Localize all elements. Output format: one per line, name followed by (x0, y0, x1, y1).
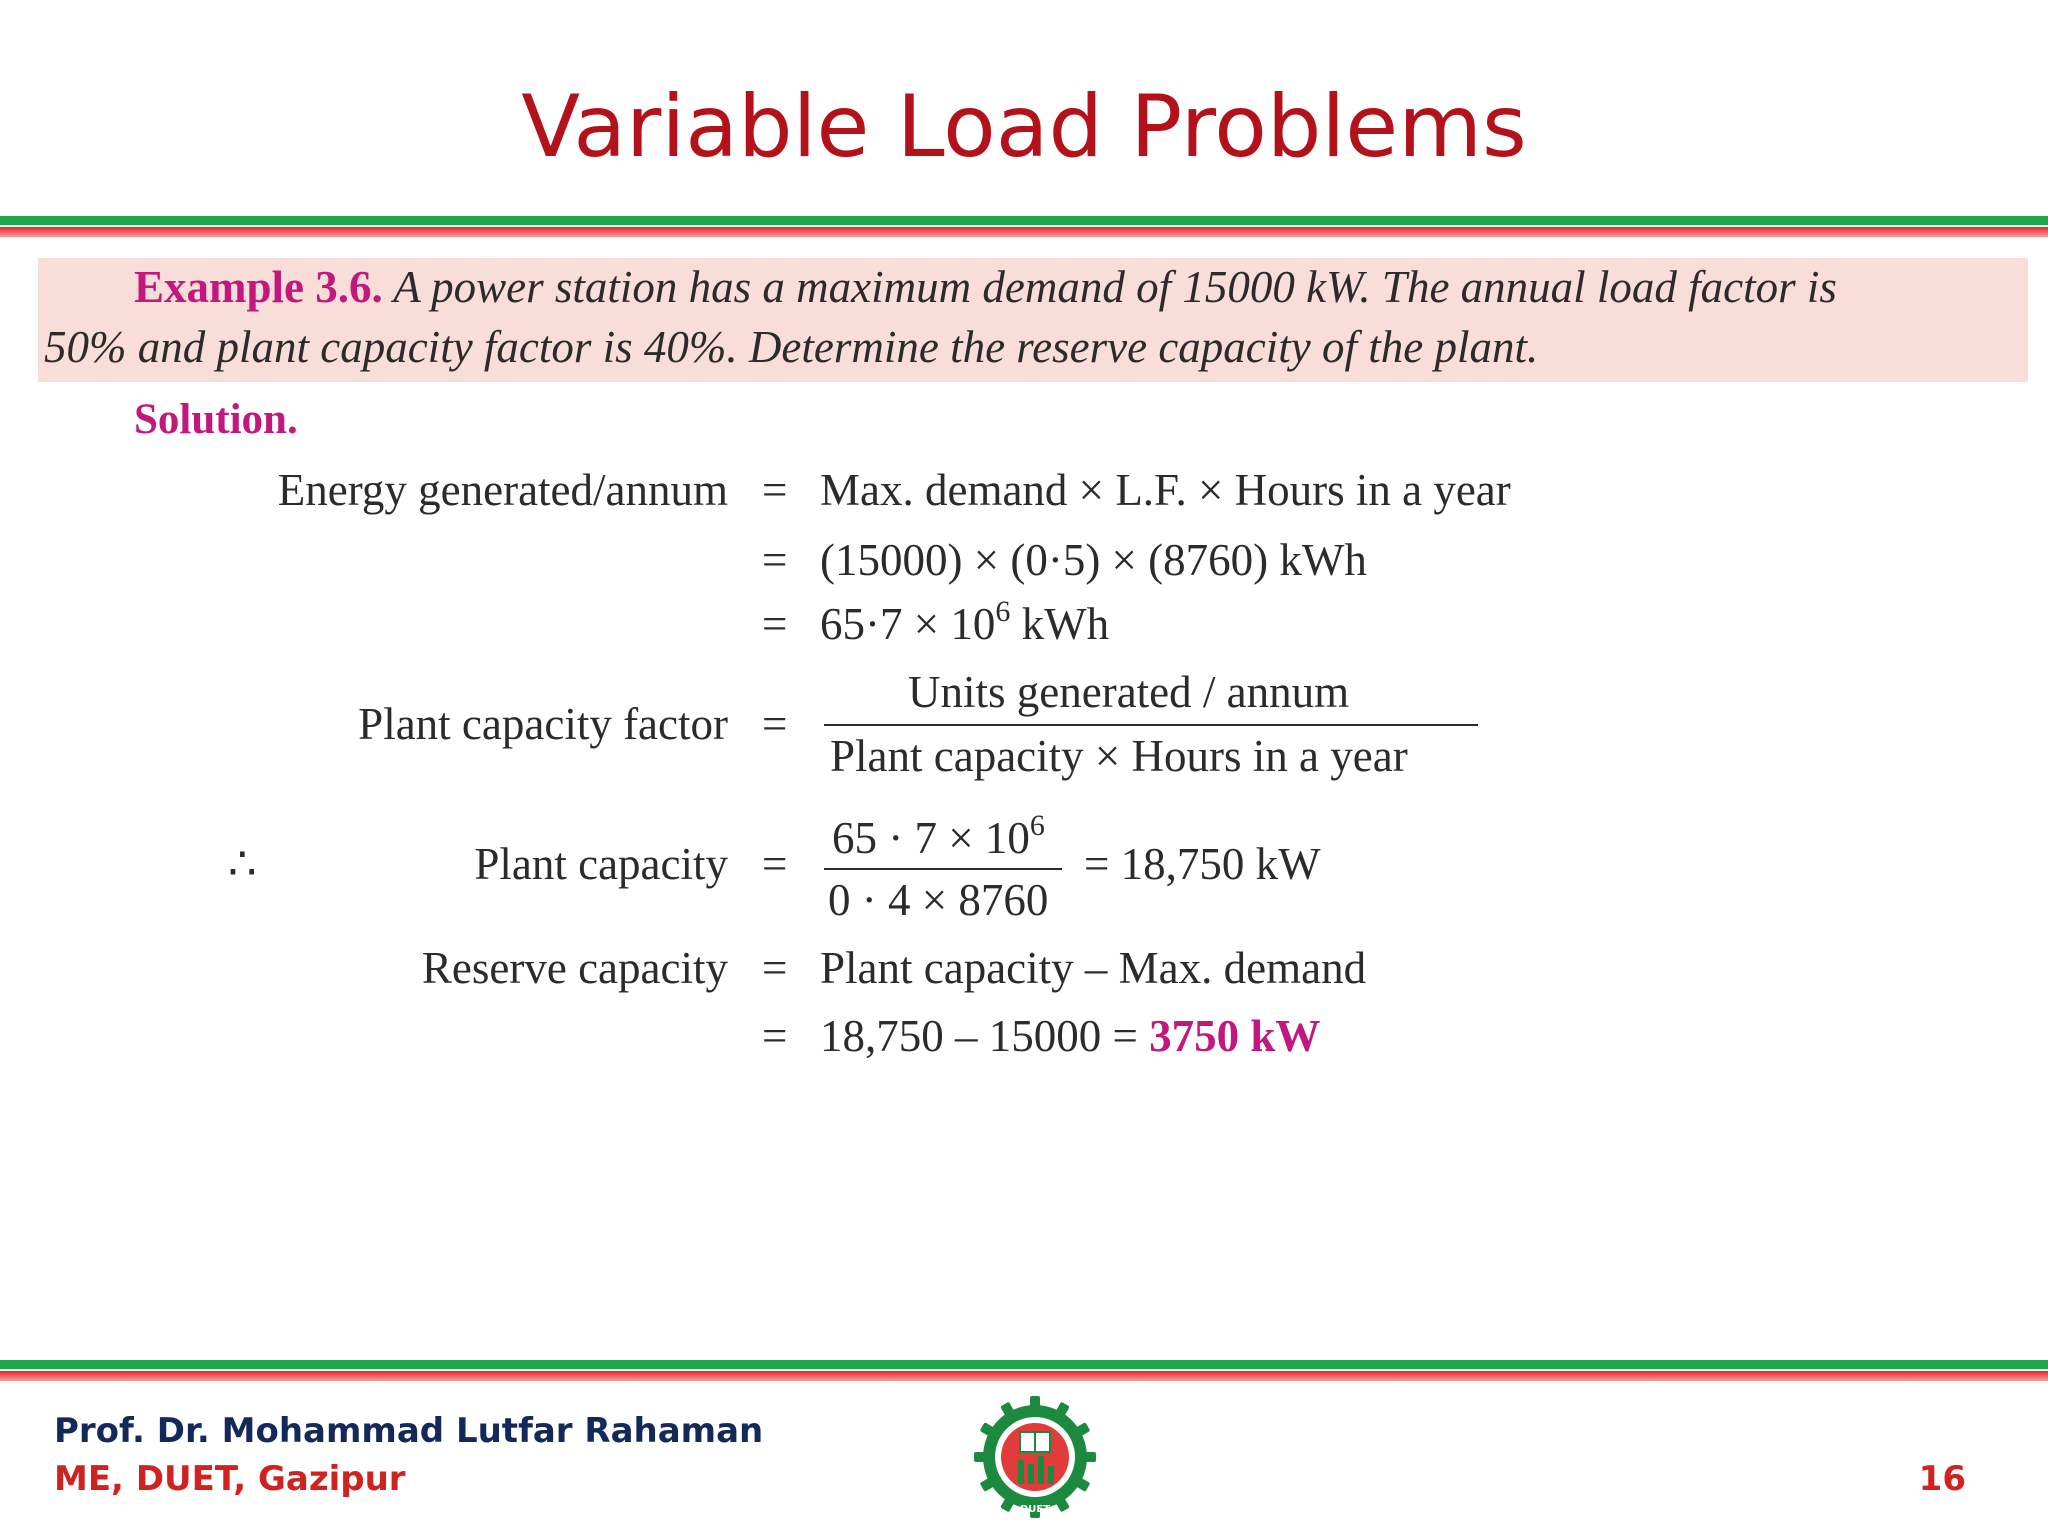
rc-rhs-2-text: 18,750 – 15000 = (820, 1011, 1150, 1061)
energy-rhs-3-unit: kWh (1010, 599, 1110, 649)
rc-lhs: Reserve capacity (421, 943, 728, 993)
footer-author: Prof. Dr. Mohammad Lutfar Rahaman (54, 1411, 764, 1451)
energy-rhs-3 (820, 596, 1109, 658)
energy-rhs-3-exponent: 6 (995, 595, 1011, 628)
energy-lhs: Energy generated/annum (277, 465, 728, 515)
pcf-numerator: Units generated / annum (908, 667, 1350, 717)
pc-result: = 18,750 kW (1084, 839, 1321, 889)
equals-sign: = (762, 699, 788, 749)
energy-rhs-1: Max. demand × L.F. × Hours in a year (820, 465, 1511, 515)
pc-denominator: 0 · 4 × 8760 (828, 875, 1049, 925)
rc-answer: 3750 kW (1149, 1011, 1321, 1061)
pc-fraction-bar (824, 868, 1062, 870)
bottom-green-rule (0, 1360, 2048, 1369)
pc-numerator-base: 65 · 7 × 10 (832, 813, 1030, 863)
example-label: Example 3.6. (134, 262, 383, 312)
slide-title: Variable Load Problems (521, 77, 1527, 177)
example-line-2: 50% and plant capacity factor is 40%. Determine the reserve capacity of the plant. (44, 322, 1539, 372)
pcf-denominator: Plant capacity × Hours in a year (830, 731, 1408, 781)
logo-text: DUET (1019, 1504, 1051, 1515)
top-red-rule (0, 227, 2048, 237)
duet-logo-icon (972, 1394, 1098, 1520)
book-icon (1020, 1432, 1050, 1452)
gear-ring (974, 1396, 1096, 1518)
equals-sign: = (762, 599, 788, 649)
footer-department: ME, DUET, Gazipur (54, 1459, 406, 1499)
equals-sign: = (762, 1011, 788, 1061)
rc-rhs-1: Plant capacity – Max. demand (820, 943, 1367, 993)
top-green-rule (0, 216, 2048, 225)
equals-sign: = (762, 943, 788, 993)
pc-numerator (832, 810, 1045, 872)
rc-rhs-2 (820, 1008, 1320, 1064)
example-line-1 (134, 258, 1837, 316)
equals-sign: = (762, 535, 788, 585)
pcf-fraction-bar (824, 724, 1478, 726)
energy-rhs-3-base: 65·7 × 10 (820, 599, 996, 649)
pc-numerator-exponent: 6 (1029, 809, 1045, 842)
energy-rhs-2: (15000) × (0·5) × (8760) kWh (820, 535, 1367, 585)
solution-heading: Solution. (134, 396, 298, 443)
therefore-symbol: ∴ (228, 839, 257, 889)
pcf-lhs: Plant capacity factor (358, 699, 728, 749)
bottom-red-rule (0, 1371, 2048, 1381)
pc-lhs: Plant capacity (474, 839, 728, 889)
equals-sign: = (762, 465, 788, 515)
example-line-1-text: A power station has a maximum demand of 15000 kW. The annual load factor is (382, 262, 1837, 312)
equals-sign: = (762, 839, 788, 889)
page-number: 16 (1918, 1459, 1966, 1499)
